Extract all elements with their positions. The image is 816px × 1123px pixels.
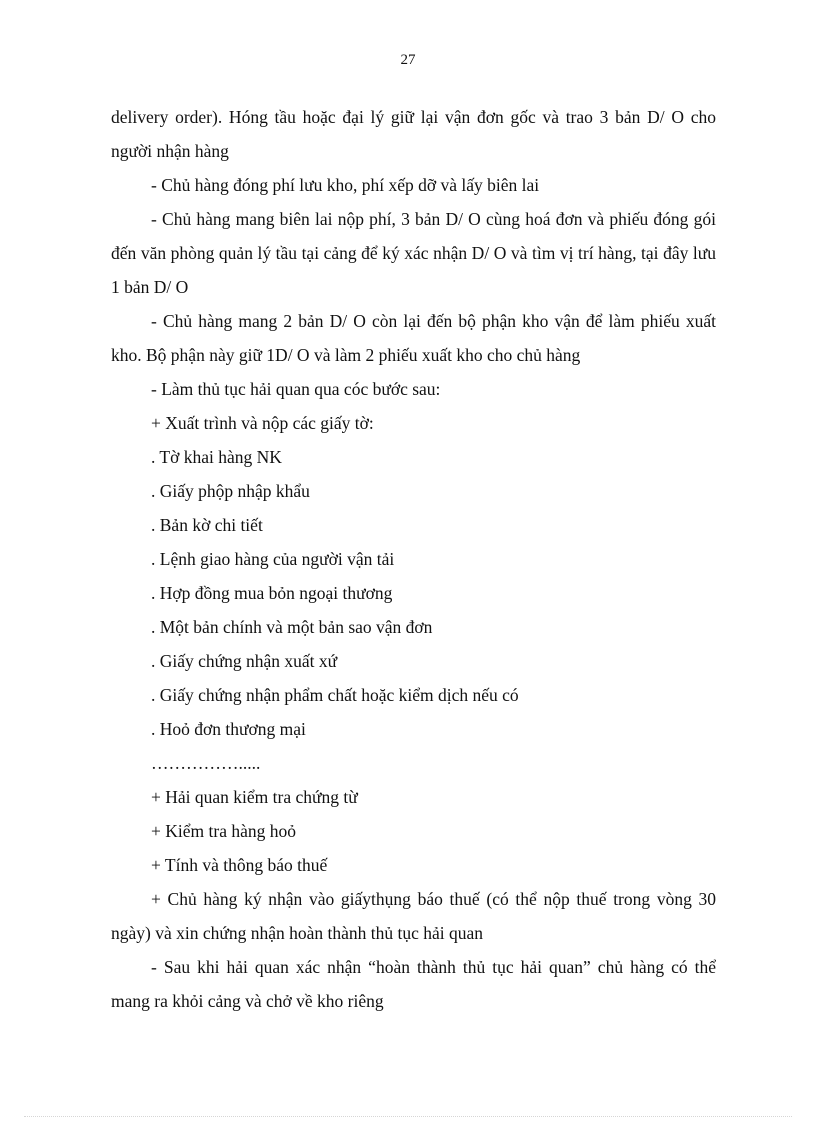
list-line-submit-documents: + Xuất trình và nộp các giấy tờ: xyxy=(151,413,374,433)
list-line-trade-contract: . Hợp đồng mua bỏn ngoại thương xyxy=(151,583,393,603)
paragraph-port-office: - Chủ hàng mang biên lai nộp phí, 3 bản D/ O cùng hoá đơn và phiếu đóng gói đến văn phòng quản lý tầu tại cảng để ký xác nhận D/ O và tìm vị trí hàng, tại đây lưu 1 bản D/ O xyxy=(111,209,716,297)
document-body xyxy=(111,100,716,1018)
paragraph-tax-acknowledgement: + Chủ hàng ký nhận vào giấythụng báo thuế (có thể nộp thuế trong vòng 30 ngày) và xin chứng nhận hoàn thành thủ tục hải quan xyxy=(111,889,716,943)
list-line-quality-certificate: . Giấy chứng nhận phẩm chất hoặc kiểm dịch nếu có xyxy=(151,685,519,705)
list-line-commercial-invoice: . Hoỏ đơn thương mại xyxy=(151,719,306,739)
list-line-bill-of-lading: . Một bản chính và một bản sao vận đơn xyxy=(151,617,433,637)
list-line-import-license: . Giấy phộp nhập khẩu xyxy=(151,481,310,501)
list-line-check-documents: + Hải quan kiểm tra chứng từ xyxy=(151,787,358,807)
list-line-import-declaration: . Tờ khai hàng NK xyxy=(151,447,282,467)
list-line-tax-notice: + Tính và thông báo thuế xyxy=(151,855,328,875)
paragraph-storage-fee: - Chủ hàng đóng phí lưu kho, phí xếp dỡ và lấy biên lai xyxy=(151,175,540,195)
list-line-detailed-list: . Bản kờ chi tiết xyxy=(151,515,263,535)
list-line-ellipsis: ……………..... xyxy=(151,753,261,773)
paragraph-continuation: delivery order). Hóng tầu hoặc đại lý giữ lại vận đơn gốc và trao 3 bản D/ O cho người nhận hàng xyxy=(111,107,716,161)
paragraph-customs-completion: - Sau khi hải quan xác nhận “hoàn thành thủ tục hải quan” chủ hàng có thể mang ra khỏi cảng và chở về kho riêng xyxy=(111,957,716,1011)
paragraph-warehouse: - Chủ hàng mang 2 bản D/ O còn lại đến bộ phận kho vận để làm phiếu xuất kho. Bộ phận này giữ 1D/ O và làm 2 phiếu xuất kho cho chủ hàng xyxy=(111,311,716,365)
page-number: 27 xyxy=(400,52,416,68)
page-bottom-divider xyxy=(24,1116,792,1117)
list-line-customs-steps: - Làm thủ tục hải quan qua cóc bước sau: xyxy=(151,379,441,399)
list-line-delivery-order: . Lệnh giao hàng của người vận tải xyxy=(151,549,395,569)
list-line-certificate-of-origin: . Giấy chứng nhận xuất xứ xyxy=(151,651,338,671)
list-line-inspect-goods: + Kiểm tra hàng hoỏ xyxy=(151,821,296,841)
